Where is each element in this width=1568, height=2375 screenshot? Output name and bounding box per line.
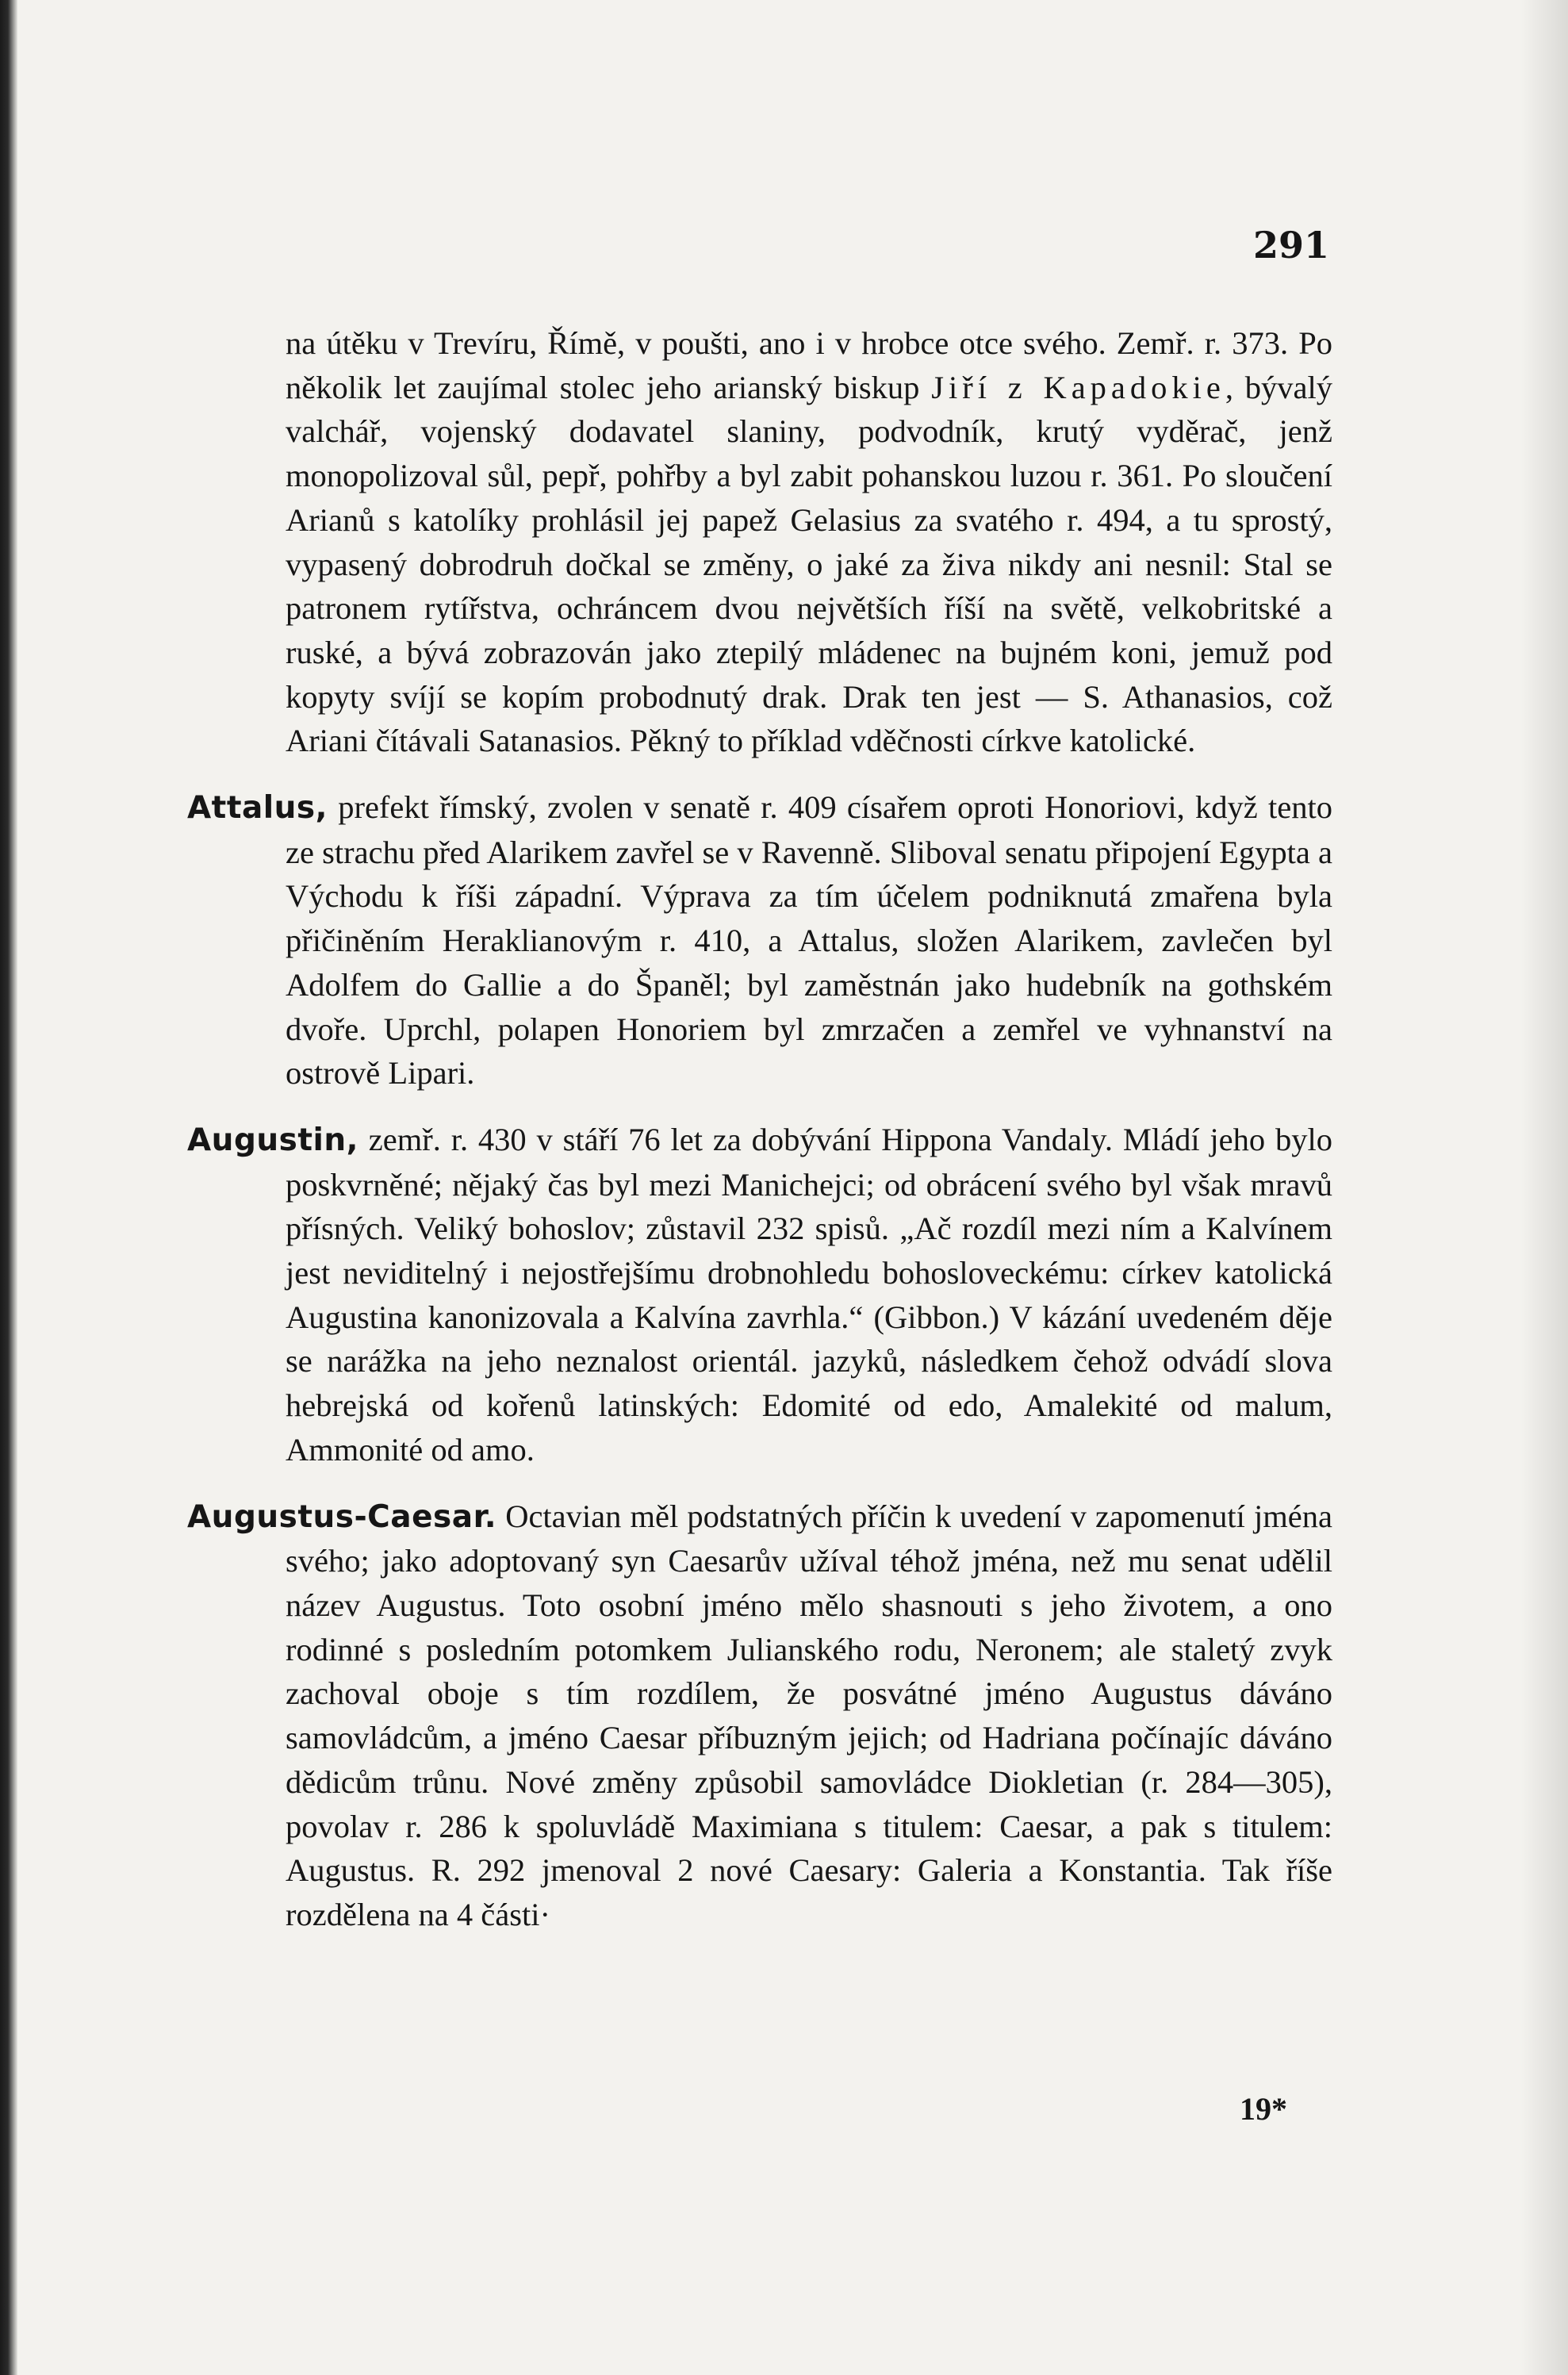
- page-shadow: [1520, 0, 1568, 2375]
- entry-text: zemř. r. 430 v stáří 76 let za dobývání Hippona Vandaly. Mládí jeho bylo poskvrněné; nějaký čas byl mezi Manichejci; od obrácení svého byl však mravů přísných. Veliký bohoslov; zůstavil 232 spisů. „Ač rozdíl mezi ním a Kalvínem jest neviditelný i nejostřejšímu drobnohledu bohosloveckému: církev katolická Augustina kanonizovala a Kalvína zavrhla.“ (Gibbon.) V kázání uvedeném děje se narážka na jeho neznalost orientál. jazyků, následkem čehož odvádí slova hebrejská od kořenů latinských: Edomité od edo, Amalekité od malum, Ammonité od amo.: [286, 1121, 1332, 1468]
- headword: Attalus,: [187, 790, 328, 827]
- printer-signature: 19*: [1240, 2091, 1287, 2127]
- entry-augustus-caesar: [187, 1494, 1332, 1937]
- entry-text: prefekt římský, zvolen v senatě r. 409 císařem oproti Honoriovi, když tento ze strachu před Alarikem zavřel se v Ravenně. Sliboval senatu připojení Egypta a Východu k říši západní. Výprava za tím účelem podniknutá zmařena byla přičiněním Heraklianovým r. 410, a Attalus, složen Alarikem, zavlečen byl Adolfem do Gallie a do Španěl; byl zaměstnán jako hudebník na gothském dvoře. Uprchl, polapen Honoriem byl zmrzačen a zemřel ve vyhnanství na ostrově Lipari.: [286, 789, 1332, 1092]
- entry-augustin: [187, 1118, 1332, 1472]
- dictionary-text: [187, 321, 1333, 1937]
- entry-text: na útěku v Trevíru, Římě, v poušti, ano i v hrobce otce svého. Zemř. r. 373. Po několik let zaujímal stolec jeho arianský biskup: [286, 325, 1332, 405]
- spaced-name: Jiří z Kapadokie: [931, 369, 1225, 405]
- binding-edge: [0, 0, 17, 2375]
- entry-text: , bývalý valchář, vojenský dodavatel slaniny, podvodník, krutý vyděrač, jenž monopolizoval sůl, pepř, pohřby a byl zabit pohanskou luzou r. 361. Po sloučení Arianů s katolíky prohlásil jej papež Gelasius za svatého r. 494, a tu sprostý, vypasený dobrodruh dočkal se změny, o jaké za živa nikdy ani nesnil: Stal se patronem rytířstva, ochráncem dvou největších říší na světě, velkobritské a ruské, a bývá zobrazován jako ztepilý mládenec na bujném koni, jemuž pod kopyty svíjí se kopím probodnutý drak. Drak ten jest — S. Athanasios, což Ariani čítávali Satanasios. Pěkný to příklad vděčnosti církve katolické.: [286, 369, 1333, 759]
- headword: Augustin,: [187, 1122, 358, 1158]
- page-number: 291: [1253, 224, 1330, 267]
- entry-continuation: [286, 321, 1332, 763]
- entry-attalus: [187, 785, 1332, 1095]
- headword: Augustus-Caesar.: [187, 1498, 497, 1535]
- entry-text: Octavian měl podstatných příčin k uvedení v zapomenutí jména svého; jako adoptovaný syn Caesarův užíval téhož jména, než mu senat udělil název Augustus. Toto osobní jméno mělo shasnouti s jeho životem, a ono rodinné s posledním potomkem Julianského rodu, Neronem; ale staletý zvyk zachoval oboje s tím rozdílem, že posvátné jméno Augustus dáváno samovládcům, a jméno Caesar příbuzným jejich; od Hadriana počínajíc dáváno dědicům trůnu. Nové změny způsobil samovládce Diokletian (r. 284—305), povolav r. 286 k spoluvládě Maximiana s titulem: Caesar, a pak s titulem: Augustus. R. 292 jmenoval 2 nové Caesary: Galeria a Konstantia. Tak říše rozdělena na 4 části·: [286, 1498, 1332, 1932]
